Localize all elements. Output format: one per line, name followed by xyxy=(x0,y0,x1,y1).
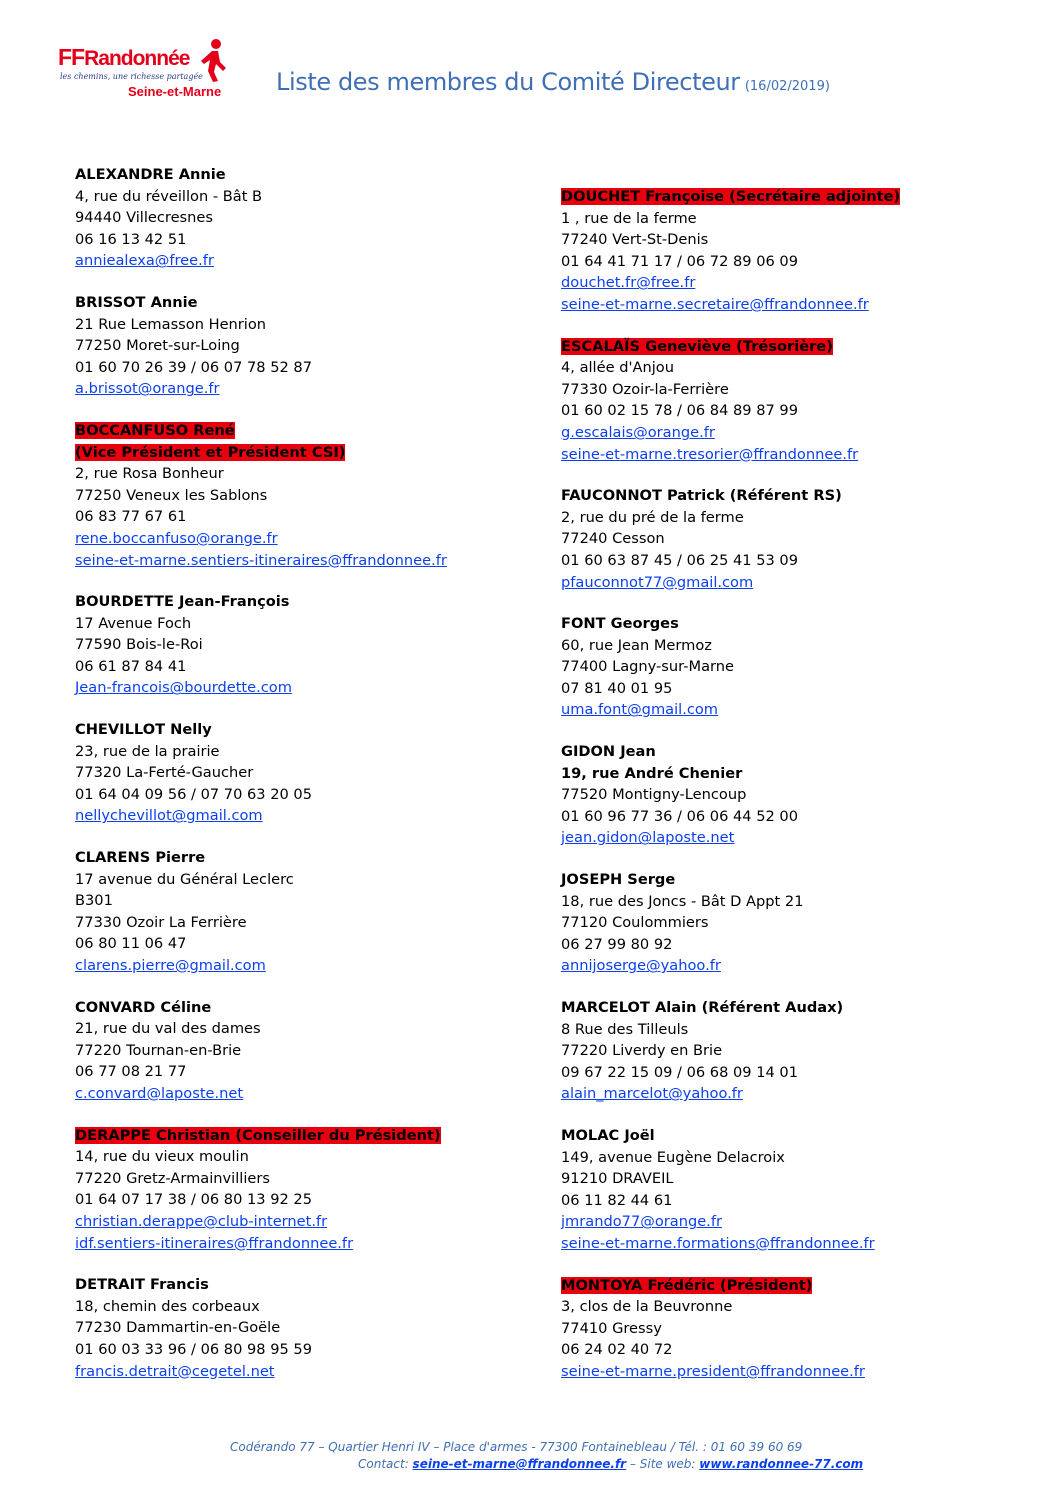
member-detail: 06 80 11 06 47 xyxy=(75,935,187,953)
logo-randonnee-letters: Randonnée xyxy=(84,47,190,70)
member-detail: 21, rue du val des dames xyxy=(75,1020,261,1038)
footer-site-link[interactable]: www.randonnee-77.com xyxy=(699,1457,864,1471)
member-entry xyxy=(75,292,545,400)
footer-site-label: – Site web: xyxy=(626,1457,700,1471)
member-email-link[interactable]: c.convard@laposte.net xyxy=(75,1084,244,1102)
member-detail: 01 64 41 71 17 / 06 72 89 06 09 xyxy=(561,252,799,270)
member-detail: 77250 Moret-sur-Loing xyxy=(75,337,240,355)
member-email-link[interactable]: seine-et-marne.president@ffrandonnee.fr xyxy=(561,1362,865,1380)
member-entry xyxy=(75,1274,545,1382)
member-detail: 77220 Gretz-Armainvilliers xyxy=(75,1169,270,1187)
member-email-link[interactable]: clarens.pierre@gmail.com xyxy=(75,957,266,974)
logo-brand xyxy=(58,44,189,71)
member-email-link[interactable]: jean.gidon@laposte.net xyxy=(561,829,735,847)
member-detail: 77250 Veneux les Sablons xyxy=(75,486,268,504)
member-detail: B301 xyxy=(75,892,113,910)
member-detail: 19, rue André Chenier xyxy=(561,764,743,782)
member-detail: 06 11 82 44 61 xyxy=(561,1191,673,1209)
member-email-link[interactable]: seine-et-marne.formations@ffrandonnee.fr xyxy=(561,1234,875,1252)
member-detail: 01 60 70 26 39 / 06 07 78 52 87 xyxy=(75,358,313,376)
member-name: DETRAIT Francis xyxy=(75,1276,209,1294)
member-detail: 01 60 02 15 78 / 06 84 89 87 99 xyxy=(561,402,799,420)
member-email-link[interactable]: nellychevillot@gmail.com xyxy=(75,807,263,825)
member-detail: 01 64 04 09 56 / 07 70 63 20 05 xyxy=(75,785,313,803)
member-entry xyxy=(561,485,1031,593)
member-detail: 77330 Ozoir-la-Ferrière xyxy=(561,380,729,398)
member-detail: 06 83 77 67 61 xyxy=(75,508,187,526)
member-detail: 18, chemin des corbeaux xyxy=(75,1297,260,1315)
member-name: DERAPPE Christian (Conseiller du Président) xyxy=(75,1126,441,1144)
member-detail: 06 77 08 21 77 xyxy=(75,1063,187,1081)
member-detail: 2, rue Rosa Bonheur xyxy=(75,465,224,483)
member-detail: 01 64 07 17 38 / 06 80 13 92 25 xyxy=(75,1191,313,1209)
member-email-link[interactable]: francis.detrait@cegetel.net xyxy=(75,1362,275,1380)
member-detail: 8 Rue des Tilleuls xyxy=(561,1020,689,1038)
member-name: BOURDETTE Jean-François xyxy=(75,593,290,611)
member-detail: 149, avenue Eugène Delacroix xyxy=(561,1148,785,1166)
member-detail: 09 67 22 15 09 / 06 68 09 14 01 xyxy=(561,1063,799,1081)
member-email-link[interactable]: alain_marcelot@yahoo.fr xyxy=(561,1085,743,1103)
member-email-link[interactable]: g.escalais@orange.fr xyxy=(561,423,715,441)
right-member-column xyxy=(561,186,1031,1403)
member-detail: 07 81 40 01 95 xyxy=(561,679,673,697)
member-entry xyxy=(561,869,1031,977)
member-detail: 60, rue Jean Mermoz xyxy=(561,636,712,654)
member-entry xyxy=(75,420,545,571)
member-email-link[interactable]: douchet.fr@free.fr xyxy=(561,274,696,292)
member-entry xyxy=(561,1125,1031,1255)
member-email-link[interactable]: pfauconnot77@gmail.com xyxy=(561,573,754,591)
member-detail: 17 avenue du Général Leclerc xyxy=(75,870,294,888)
member-entry xyxy=(75,997,545,1105)
logo-ff-letters: FF xyxy=(58,44,85,70)
member-detail: 77330 Ozoir La Ferrière xyxy=(75,913,247,931)
ffrandonnee-logo xyxy=(58,38,228,104)
member-detail: 77220 Tournan-en-Brie xyxy=(75,1041,242,1059)
page-title xyxy=(276,68,830,96)
title-date: (16/02/2019) xyxy=(744,79,830,94)
member-entry xyxy=(561,186,1031,316)
member-detail: 06 27 99 80 92 xyxy=(561,935,673,953)
member-detail: 06 16 13 42 51 xyxy=(75,230,187,248)
member-email-link[interactable]: christian.derappe@club-internet.fr xyxy=(75,1212,328,1230)
member-name: FONT Georges xyxy=(561,615,679,633)
member-detail: 01 60 63 87 45 / 06 25 41 53 09 xyxy=(561,551,799,569)
member-name: MARCELOT Alain (Référent Audax) xyxy=(561,999,844,1016)
member-detail: 21 Rue Lemasson Henrion xyxy=(75,315,267,333)
member-entry xyxy=(561,1275,1031,1383)
member-name: BRISSOT Annie xyxy=(75,293,198,311)
member-name: MONTOYA Frédéric (Président) xyxy=(561,1276,813,1294)
member-detail: 06 61 87 84 41 xyxy=(75,657,187,675)
member-detail: 77230 Dammartin-en-Goële xyxy=(75,1319,281,1337)
member-email-link[interactable]: seine-et-marne.secretaire@ffrandonnee.fr xyxy=(561,295,869,313)
member-email-link[interactable]: idf.sentiers-itineraires@ffrandonnee.fr xyxy=(75,1234,354,1252)
member-detail: 18, rue des Joncs - Bât D Appt 21 xyxy=(561,892,804,910)
member-detail: 77320 La-Ferté-Gaucher xyxy=(75,764,254,782)
member-email-link[interactable]: Jean-francois@bourdette.com xyxy=(75,679,292,697)
member-entry xyxy=(75,1125,545,1255)
member-detail: 06 24 02 40 72 xyxy=(561,1341,673,1359)
member-detail: 4, allée d'Anjou xyxy=(561,359,674,377)
member-detail: 91210 DRAVEIL xyxy=(561,1170,674,1188)
member-email-link[interactable]: a.brissot@orange.fr xyxy=(75,380,220,398)
footer-contact-label: Contact: xyxy=(358,1457,413,1471)
member-name: CONVARD Céline xyxy=(75,998,212,1016)
member-detail: (Vice Président et Président CSI) xyxy=(75,443,346,461)
member-detail: 77240 Vert-St-Denis xyxy=(561,231,709,249)
member-detail: 23, rue de la prairie xyxy=(75,742,220,760)
member-name: FAUCONNOT Patrick (Référent RS) xyxy=(561,487,842,505)
member-name: DOUCHET Françoise (Secrétaire adjointe) xyxy=(561,188,901,205)
member-detail: 14, rue du vieux moulin xyxy=(75,1148,249,1166)
member-entry xyxy=(75,847,545,977)
member-entry xyxy=(75,719,545,827)
member-email-link[interactable]: seine-et-marne.tresorier@ffrandonnee.fr xyxy=(561,445,859,463)
member-email-link[interactable]: seine-et-marne.sentiers-itineraires@ffrandonnee.fr xyxy=(75,551,447,569)
member-detail: 94440 Villecresnes xyxy=(75,209,213,227)
member-name: JOSEPH Serge xyxy=(561,871,676,889)
member-name: CHEVILLOT Nelly xyxy=(75,721,212,739)
member-detail: 77400 Lagny-sur-Marne xyxy=(561,658,734,676)
member-entry xyxy=(561,997,1031,1105)
left-member-column xyxy=(75,164,545,1402)
member-name: BOCCANFUSO René xyxy=(75,421,235,439)
member-detail: 77120 Coulommiers xyxy=(561,914,709,932)
member-detail: 01 60 03 33 96 / 06 80 98 95 59 xyxy=(75,1340,313,1358)
member-detail: 1 , rue de la ferme xyxy=(561,209,697,227)
member-detail: 77590 Bois-le-Roi xyxy=(75,636,203,654)
logo-tagline: les chemins, une richesse partagée xyxy=(60,72,203,81)
member-detail: 01 60 96 77 36 / 06 06 44 52 00 xyxy=(561,807,799,825)
member-detail: 77410 Gressy xyxy=(561,1319,662,1337)
member-detail: 3, clos de la Beuvronne xyxy=(561,1298,733,1316)
member-name: ESCALAÏS Geneviève (Trésorière) xyxy=(561,337,833,355)
footer-address: Codérando 77 – Quartier Henri IV – Place d'armes - 77300 Fontainebleau / Tél. : 01 60 39 60 69 xyxy=(230,1440,803,1454)
member-email-link[interactable]: anniealexa@free.fr xyxy=(75,252,214,270)
member-name: GIDON Jean xyxy=(561,743,656,761)
member-entry xyxy=(561,336,1031,466)
footer-contact-email-link[interactable]: seine-et-marne@ffrandonnee.fr xyxy=(412,1457,627,1471)
member-entry xyxy=(561,741,1031,849)
member-name: ALEXANDRE Annie xyxy=(75,166,226,183)
member-entry xyxy=(561,613,1031,721)
logo-department: Seine-et-Marne xyxy=(128,84,222,99)
member-email-link[interactable]: uma.font@gmail.com xyxy=(561,701,719,719)
member-detail: 17 Avenue Foch xyxy=(75,614,192,632)
member-detail: 4, rue du réveillon - Bât B xyxy=(75,187,263,205)
member-name: MOLAC Joël xyxy=(561,1126,655,1144)
member-entry xyxy=(75,591,545,699)
footer-contact xyxy=(358,1457,863,1471)
title-text: Liste des membres du Comité Directeur xyxy=(276,68,740,96)
member-name: CLARENS Pierre xyxy=(75,849,206,867)
member-detail: 2, rue du pré de la ferme xyxy=(561,508,744,526)
member-detail: 77240 Cesson xyxy=(561,530,665,548)
member-email-link[interactable]: annijoserge@yahoo.fr xyxy=(561,957,721,975)
member-email-link[interactable]: jmrando77@orange.fr xyxy=(561,1213,722,1231)
member-email-link[interactable]: rene.boccanfuso@orange.fr xyxy=(75,529,278,547)
member-detail: 77520 Montigny-Lencoup xyxy=(561,786,747,804)
member-entry xyxy=(75,164,545,272)
member-detail: 77220 Liverdy en Brie xyxy=(561,1042,723,1060)
